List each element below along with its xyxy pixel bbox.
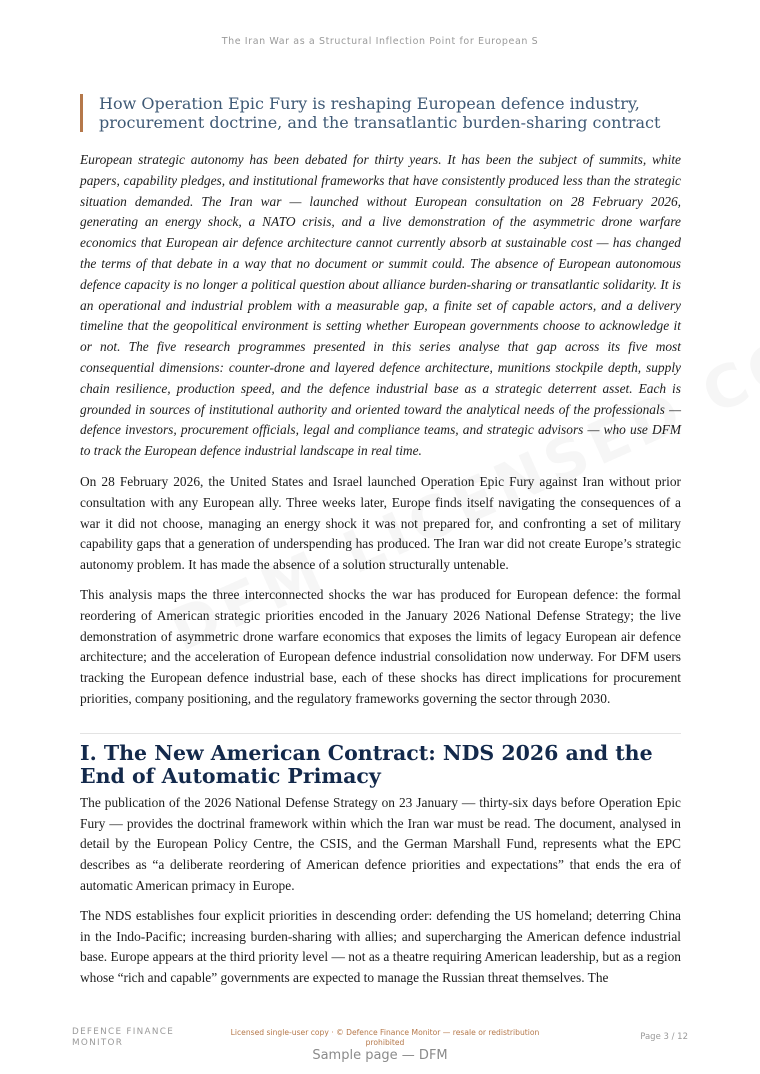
body-paragraph-1: On 28 February 2026, the United States and Israel launched Operation Epic Fury against Iran without prior consultation with any European ally. Three weeks later, Europe finds itself navigating the consequences of a war it did not choose, managing an energy shock it was not prepared for, and confronting a set of military capability gaps that a generation of underspending has produced. The Iran war did not create Europe’s strategic autonomy problem. It has made the absence of a solution structurally untenable. [80,473,681,573]
footer-brand-line-2: MONITOR [72,1038,124,1048]
page-number: Page 3 / 12 [640,1032,688,1042]
subtitle: How Operation Epic Fury is reshaping European defence industry, procurement doctrine, and the transatlantic burden-sharing contract [80,94,679,132]
footer-license-notice: Licensed single-user copy · © Defence Finance Monitor — resale or redistribution prohibited [230,1028,540,1047]
section-divider [80,733,681,734]
running-header: The Iran War as a Structural Inflection Point for European S [221,36,539,47]
article-body [80,150,681,998]
body-paragraph-2: This analysis maps the three interconnected shocks the war has produced for European defence: the formal reordering of American strategic priorities encoded in the January 2026 National Defense Strategy; the live demonstration of asymmetric drone warfare economics that exposes the limits of legacy European air defence architecture; and the acceleration of European defence industrial consolidation now underway. For DFM users tracking the European defence industrial base, each of these shocks has direct implications for procurement priorities, company positioning, and the regulatory frameworks governing the sector through 2030. [80,586,681,706]
footer-brand-line-1: DEFENCE FINANCE [72,1027,175,1037]
section-paragraph-2: The NDS establishes four explicit priorities in descending order: defending the US homeland; deterring China in the Indo-Pacific; increasing burden-sharing with allies; and supercharging the American defence industrial base. Europe appears at the third priority level — not as a theatre requiring American leadership, but as a region whose “rich and capable” governments are expected to manage the Russian threat themselves. The [80,907,681,986]
intro-paragraph: European strategic autonomy has been debated for thirty years. It has been the subject of summits, white papers, capability pledges, and institutional frameworks that have consistently produced less than the strategic situation demanded. The Iran war — launched without European consultation on 28 February 2026, generating an energy shock, a NATO crisis, and a live demonstration of the asymmetric drone warfare economics that European air defence architecture cannot currently absorb at sustainable cost — has changed the terms of that debate in a way that no document or summit could. The absence of European autonomous defence capacity is no longer a political question about alliance burden-sharing or transatlantic solidarity. It is an operational and industrial problem with a measurable gap, a finite set of capable actors, and a delivery timeline that the geopolitical environment is setting whether European governments choose to acknowledge it or not. The five research programmes presented in this series analyse that gap across its five most consequential dimensions: counter-drone and layered defence architecture, munitions stockpile depth, supply chain resilience, production speed, and the defence industrial base as a strategic deterrent asset. Each is grounded in sources of institutional authority and oriented toward the analytical needs of the professionals — defence investors, procurement officials, legal and compliance teams, and strategic advisors — who use DFM to track the European defence industrial landscape in real time. [80,152,681,459]
sample-page-label: Sample page — DFM [312,1048,448,1063]
footer-brand [72,1027,174,1049]
section-paragraph-1: The publication of the 2026 National Defense Strategy on 23 January — thirty-six days before Operation Epic Fury — provides the doctrinal framework within which the Iran war must be read. The document, analysed in detail by the European Policy Centre, the CSIS, and the German Marshall Fund, represents what the EPC describes as “a deliberate reordering of American defence priorities and expectations” that ends the era of automatic American primacy in Europe. [80,794,681,893]
section-heading: I. The New American Contract: NDS 2026 and the End of Automatic Primacy [80,740,653,788]
